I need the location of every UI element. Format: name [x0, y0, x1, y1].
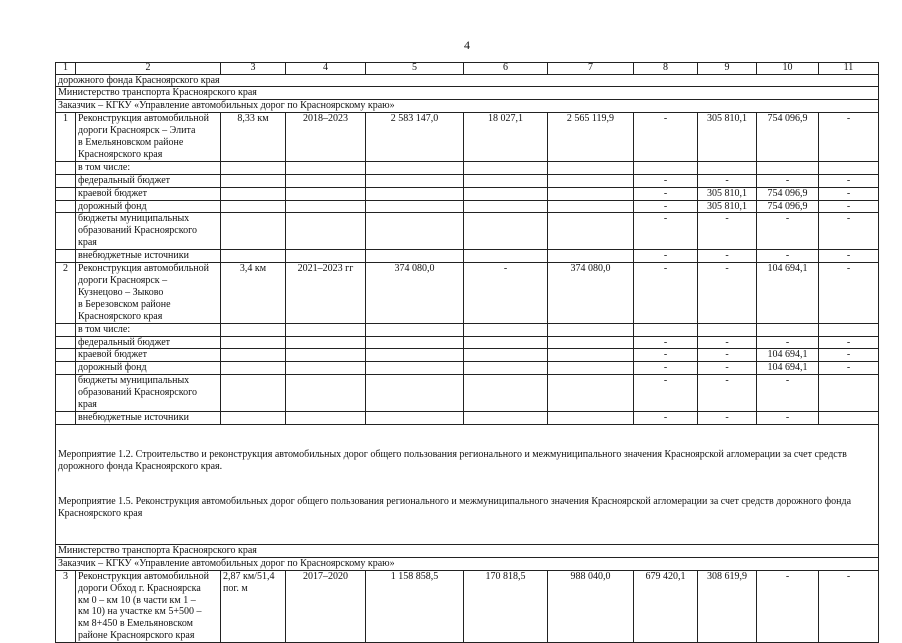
value-col-10: 754 096,9 — [757, 113, 819, 162]
value-col-8: - — [634, 200, 698, 213]
value-col-9: 308 619,9 — [698, 570, 757, 642]
object-number: 3 — [56, 570, 76, 642]
funding-source-label: внебюджетные источники — [76, 250, 221, 263]
object-number: 1 — [56, 113, 76, 162]
value-col-11: - — [819, 113, 879, 162]
value-col-8: - — [634, 213, 698, 250]
empty-cell — [366, 411, 464, 424]
value-col-11: - — [819, 336, 879, 349]
value-col-10: 104 694,1 — [757, 349, 819, 362]
empty-cell — [548, 349, 634, 362]
value-col-6: 18 027,1 — [464, 113, 548, 162]
value-col-10: - — [757, 570, 819, 642]
object-row — [56, 113, 879, 162]
empty-cell — [56, 323, 76, 336]
column-number-cell: 1 — [56, 63, 76, 75]
empty-cell — [548, 200, 634, 213]
object-row — [56, 263, 879, 324]
empty-cell — [634, 161, 698, 174]
empty-cell — [286, 200, 366, 213]
object-period: 2018–2023 — [286, 113, 366, 162]
value-col-9: 305 810,1 — [698, 113, 757, 162]
object-capacity: 8,33 км — [221, 113, 286, 162]
object-row — [56, 570, 879, 642]
empty-cell — [548, 362, 634, 375]
empty-cell — [286, 323, 366, 336]
empty-cell — [221, 349, 286, 362]
column-number-cell: 5 — [366, 63, 464, 75]
value-col-9: - — [698, 349, 757, 362]
measure-text: Мероприятие 1.5. Реконструкция автомобильных дорог общего пользования регионального и межмуниципального значения Красноярской агломерации за счет средств дорожного фонда Красноярского края — [58, 496, 852, 520]
empty-cell — [366, 375, 464, 412]
empty-cell — [548, 336, 634, 349]
empty-cell — [221, 411, 286, 424]
value-col-11: - — [819, 263, 879, 324]
value-col-10: - — [757, 336, 819, 349]
empty-cell — [464, 174, 548, 187]
value-col-11: - — [819, 213, 879, 250]
value-col-5: 2 583 147,0 — [366, 113, 464, 162]
empty-cell — [221, 161, 286, 174]
empty-cell — [221, 375, 286, 412]
measures-cell — [56, 424, 879, 544]
funding-source-label: федеральный бюджет — [76, 174, 221, 187]
value-col-11: - — [819, 570, 879, 642]
empty-cell — [464, 362, 548, 375]
empty-cell — [286, 375, 366, 412]
funding-source-label: дорожный фонд — [76, 200, 221, 213]
empty-cell — [548, 411, 634, 424]
empty-cell — [464, 336, 548, 349]
object-period: 2017–2020 — [286, 570, 366, 642]
empty-cell — [286, 187, 366, 200]
value-col-6: - — [464, 263, 548, 324]
empty-cell — [698, 161, 757, 174]
empty-cell — [548, 187, 634, 200]
empty-cell — [221, 200, 286, 213]
empty-cell — [56, 213, 76, 250]
value-col-9: - — [698, 375, 757, 412]
ministry-text: Министерство транспорта Красноярского края — [56, 87, 879, 100]
column-number-cell: 6 — [464, 63, 548, 75]
page-number: 4 — [464, 38, 470, 52]
empty-cell — [221, 323, 286, 336]
funding-source-label: краевой бюджет — [76, 187, 221, 200]
empty-cell — [464, 349, 548, 362]
value-col-8: 679 420,1 — [634, 570, 698, 642]
empty-cell — [286, 250, 366, 263]
empty-cell — [56, 161, 76, 174]
object-name: Реконструкция автомобильной дороги Обход г. Красноярска км 0 – км 10 (в части км 1 – км 10) на участке км 5+500 – км 8+450 в Емельяновском районе Красноярского края — [76, 570, 221, 642]
ministry-row — [56, 87, 879, 100]
empty-cell — [56, 187, 76, 200]
funding-source-row — [56, 213, 879, 250]
value-col-11: - — [819, 362, 879, 375]
customer-text: Заказчик – КГКУ «Управление автомобильных дорог по Красноярскому краю» — [56, 557, 879, 570]
value-col-9: - — [698, 336, 757, 349]
empty-cell — [221, 336, 286, 349]
funding-source-row — [56, 200, 879, 213]
value-col-8: - — [634, 250, 698, 263]
value-col-7: 988 040,0 — [548, 570, 634, 642]
customer-row — [56, 100, 879, 113]
object-name: Реконструкция автомобильной дороги Красноярск – Кузнецово – Зыково в Березовском районе Красноярского края — [76, 263, 221, 324]
value-col-10: - — [757, 213, 819, 250]
column-number-cell: 9 — [698, 63, 757, 75]
section-continuation-row — [56, 74, 879, 87]
object-capacity: 2,87 км/51,4 пог. м — [221, 570, 286, 642]
empty-cell — [366, 200, 464, 213]
empty-cell — [221, 187, 286, 200]
empty-cell — [819, 161, 879, 174]
empty-cell — [464, 375, 548, 412]
value-col-9: 305 810,1 — [698, 200, 757, 213]
empty-cell — [221, 213, 286, 250]
empty-cell — [464, 213, 548, 250]
empty-cell — [286, 174, 366, 187]
value-col-11 — [819, 411, 879, 424]
value-col-5: 1 158 858,5 — [366, 570, 464, 642]
value-col-8: - — [634, 362, 698, 375]
value-col-6: 170 818,5 — [464, 570, 548, 642]
empty-cell — [548, 161, 634, 174]
empty-cell — [56, 336, 76, 349]
measures-row — [56, 424, 879, 544]
column-number-cell: 3 — [221, 63, 286, 75]
value-col-8: - — [634, 349, 698, 362]
value-col-9: - — [698, 362, 757, 375]
empty-cell — [56, 349, 76, 362]
value-col-8: - — [634, 113, 698, 162]
empty-cell — [221, 250, 286, 263]
value-col-11: - — [819, 187, 879, 200]
empty-cell — [548, 174, 634, 187]
empty-cell — [366, 349, 464, 362]
empty-cell — [56, 411, 76, 424]
value-col-8: - — [634, 411, 698, 424]
value-col-9: - — [698, 213, 757, 250]
section-continuation-text: дорожного фонда Красноярского края — [56, 74, 879, 87]
value-col-8: - — [634, 336, 698, 349]
empty-cell — [548, 375, 634, 412]
funding-source-row — [56, 375, 879, 412]
value-col-7: 374 080,0 — [548, 263, 634, 324]
column-number-cell: 7 — [548, 63, 634, 75]
empty-cell — [56, 174, 76, 187]
value-col-10: 754 096,9 — [757, 200, 819, 213]
funding-source-row — [56, 174, 879, 187]
object-period: 2021–2023 гг — [286, 263, 366, 324]
empty-cell — [366, 362, 464, 375]
customer-row — [56, 557, 879, 570]
value-col-10: - — [757, 250, 819, 263]
value-col-11: - — [819, 349, 879, 362]
empty-cell — [286, 336, 366, 349]
ministry-row — [56, 544, 879, 557]
empty-cell — [56, 362, 76, 375]
empty-cell — [464, 187, 548, 200]
value-col-10: - — [757, 375, 819, 412]
column-number-row — [56, 63, 879, 75]
value-col-10: 754 096,9 — [757, 187, 819, 200]
value-col-8: - — [634, 174, 698, 187]
empty-cell — [221, 362, 286, 375]
value-col-9: - — [698, 174, 757, 187]
empty-cell — [366, 336, 464, 349]
empty-cell — [56, 250, 76, 263]
column-number-cell: 11 — [819, 63, 879, 75]
value-col-11: - — [819, 200, 879, 213]
empty-cell — [366, 250, 464, 263]
program-table — [55, 62, 879, 643]
empty-cell — [819, 323, 879, 336]
column-number-cell: 2 — [76, 63, 221, 75]
empty-cell — [698, 323, 757, 336]
value-col-11: - — [819, 174, 879, 187]
funding-source-label: дорожный фонд — [76, 362, 221, 375]
funding-source-row — [56, 411, 879, 424]
funding-source-row — [56, 349, 879, 362]
value-col-10: - — [757, 411, 819, 424]
funding-source-label: бюджеты муниципальных образований Красноярского края — [76, 375, 221, 412]
empty-cell — [286, 362, 366, 375]
empty-cell — [366, 187, 464, 200]
funding-source-label: бюджеты муниципальных образований Красноярского края — [76, 213, 221, 250]
funding-source-row — [56, 323, 879, 336]
value-col-9: - — [698, 250, 757, 263]
object-name: Реконструкция автомобильной дороги Красноярск – Элита в Емельяновском районе Красноярского края — [76, 113, 221, 162]
funding-source-label: в том числе: — [76, 161, 221, 174]
empty-cell — [464, 200, 548, 213]
empty-cell — [464, 323, 548, 336]
funding-source-label: в том числе: — [76, 323, 221, 336]
customer-text: Заказчик – КГКУ «Управление автомобильных дорог по Красноярскому краю» — [56, 100, 879, 113]
empty-cell — [286, 411, 366, 424]
empty-cell — [548, 250, 634, 263]
value-col-10: 104 694,1 — [757, 362, 819, 375]
value-col-8: - — [634, 375, 698, 412]
value-col-11: - — [819, 250, 879, 263]
empty-cell — [366, 174, 464, 187]
column-number-cell: 8 — [634, 63, 698, 75]
funding-source-row — [56, 187, 879, 200]
empty-cell — [366, 161, 464, 174]
empty-cell — [56, 200, 76, 213]
ministry-text: Министерство транспорта Красноярского края — [56, 544, 879, 557]
empty-cell — [757, 323, 819, 336]
funding-source-label: внебюджетные источники — [76, 411, 221, 424]
empty-cell — [56, 375, 76, 412]
funding-source-label: краевой бюджет — [76, 349, 221, 362]
empty-cell — [757, 161, 819, 174]
funding-source-row — [56, 362, 879, 375]
empty-cell — [366, 213, 464, 250]
empty-cell — [464, 161, 548, 174]
column-number-cell: 4 — [286, 63, 366, 75]
value-col-9: - — [698, 411, 757, 424]
value-col-8: - — [634, 263, 698, 324]
object-capacity: 3,4 км — [221, 263, 286, 324]
value-col-10: 104 694,1 — [757, 263, 819, 324]
value-col-9: - — [698, 263, 757, 324]
empty-cell — [548, 213, 634, 250]
empty-cell — [286, 349, 366, 362]
measure-text: Мероприятие 1.2. Строительство и реконструкция автомобильных дорог общего пользования регионального и межмуниципального значения Красноярской агломерации за счет средств дорожного фонда Красноярского края. — [58, 448, 847, 472]
empty-cell — [634, 323, 698, 336]
empty-cell — [286, 213, 366, 250]
column-number-cell: 10 — [757, 63, 819, 75]
value-col-7: 2 565 119,9 — [548, 113, 634, 162]
empty-cell — [548, 323, 634, 336]
empty-cell — [221, 174, 286, 187]
funding-source-row — [56, 161, 879, 174]
empty-cell — [464, 411, 548, 424]
funding-source-row — [56, 250, 879, 263]
value-col-11 — [819, 375, 879, 412]
object-number: 2 — [56, 263, 76, 324]
empty-cell — [464, 250, 548, 263]
value-col-8: - — [634, 187, 698, 200]
funding-source-label: федеральный бюджет — [76, 336, 221, 349]
funding-source-row — [56, 336, 879, 349]
value-col-5: 374 080,0 — [366, 263, 464, 324]
empty-cell — [366, 323, 464, 336]
value-col-9: 305 810,1 — [698, 187, 757, 200]
value-col-10: - — [757, 174, 819, 187]
empty-cell — [286, 161, 366, 174]
